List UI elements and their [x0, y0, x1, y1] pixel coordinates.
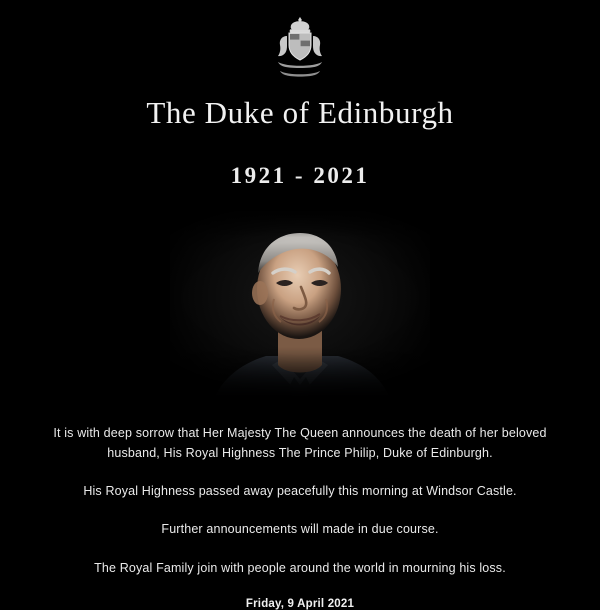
royal-coat-of-arms-icon	[270, 16, 330, 80]
statement-block	[40, 424, 560, 610]
statement-paragraph: It is with deep sorrow that Her Majesty The Queen announces the death of her beloved husband, His Royal Highness The Prince Philip, Duke of Edinburgh.	[53, 426, 547, 460]
prince-philip-portrait-icon	[170, 211, 430, 400]
statement-paragraph: Further announcements will made in due course.	[161, 522, 439, 537]
royal-crest	[268, 16, 332, 80]
portrait-container	[0, 211, 600, 400]
statement-paragraph: His Royal Highness passed away peacefully this morning at Windsor Castle.	[83, 483, 517, 498]
page-title: The Duke of Edinburgh	[146, 95, 454, 130]
statement-date: Friday, 9 April 2021	[245, 598, 355, 610]
life-years: 1921 - 2021	[230, 162, 370, 188]
statement-paragraph: The Royal Family join with people around the world in mourning his loss.	[94, 560, 506, 575]
